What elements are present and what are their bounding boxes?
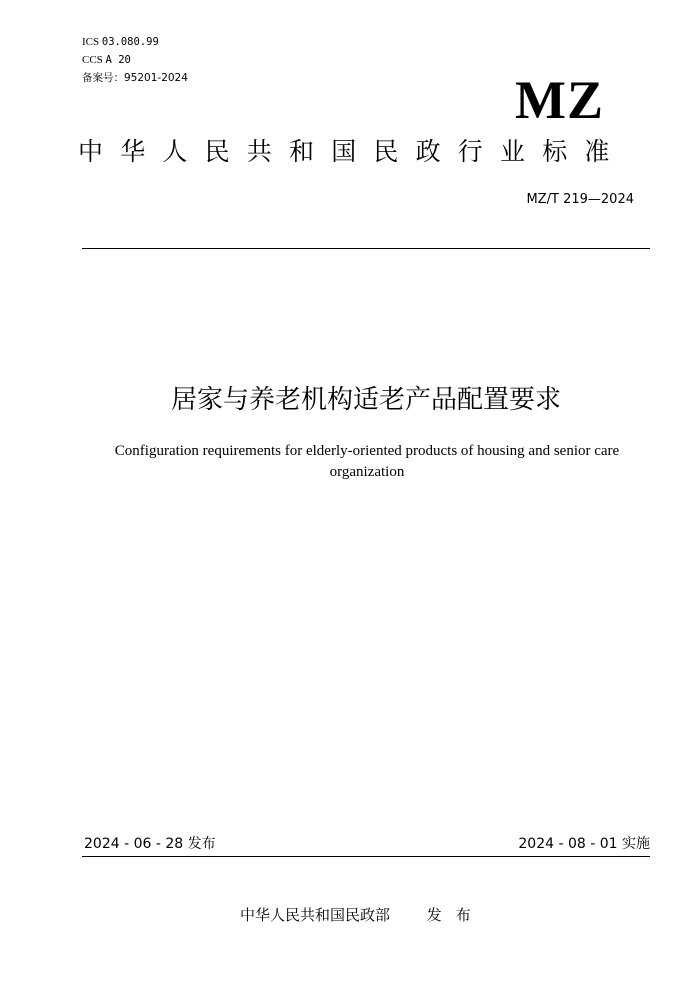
issue-date: 2024 - 06 - 28 发布 bbox=[84, 836, 216, 852]
ccs-value: A 20 bbox=[105, 54, 131, 66]
classification-codes bbox=[82, 34, 188, 88]
date-row bbox=[82, 834, 650, 856]
ccs-code bbox=[82, 52, 188, 70]
standard-number: MZ/T 219—2024 bbox=[526, 192, 634, 207]
issuer bbox=[240, 904, 485, 926]
mz-logo: MZ bbox=[515, 70, 604, 130]
ics-label: ICS bbox=[82, 36, 100, 48]
top-divider bbox=[82, 248, 650, 249]
document-title-en: Configuration requirements for elderly-oriented products of housing and senior care organization bbox=[114, 443, 620, 480]
ccs-label: CCS bbox=[82, 54, 103, 66]
ics-value: 03.080.99 bbox=[101, 36, 159, 48]
ics-code bbox=[82, 34, 188, 52]
implementation-date: 2024 - 08 - 01 实施 bbox=[518, 836, 650, 852]
document-title-cn: 居家与养老机构适老产品配置要求 bbox=[170, 385, 561, 415]
bottom-divider bbox=[82, 856, 650, 857]
issuer-name: 中华人民共和国民政部 bbox=[240, 906, 391, 924]
filing-number: 备案号：95201-2024 bbox=[82, 72, 188, 84]
issuer-action: 发布 bbox=[426, 906, 485, 924]
standard-category-title: 中华人民共和国民政行业标准 bbox=[78, 137, 627, 166]
